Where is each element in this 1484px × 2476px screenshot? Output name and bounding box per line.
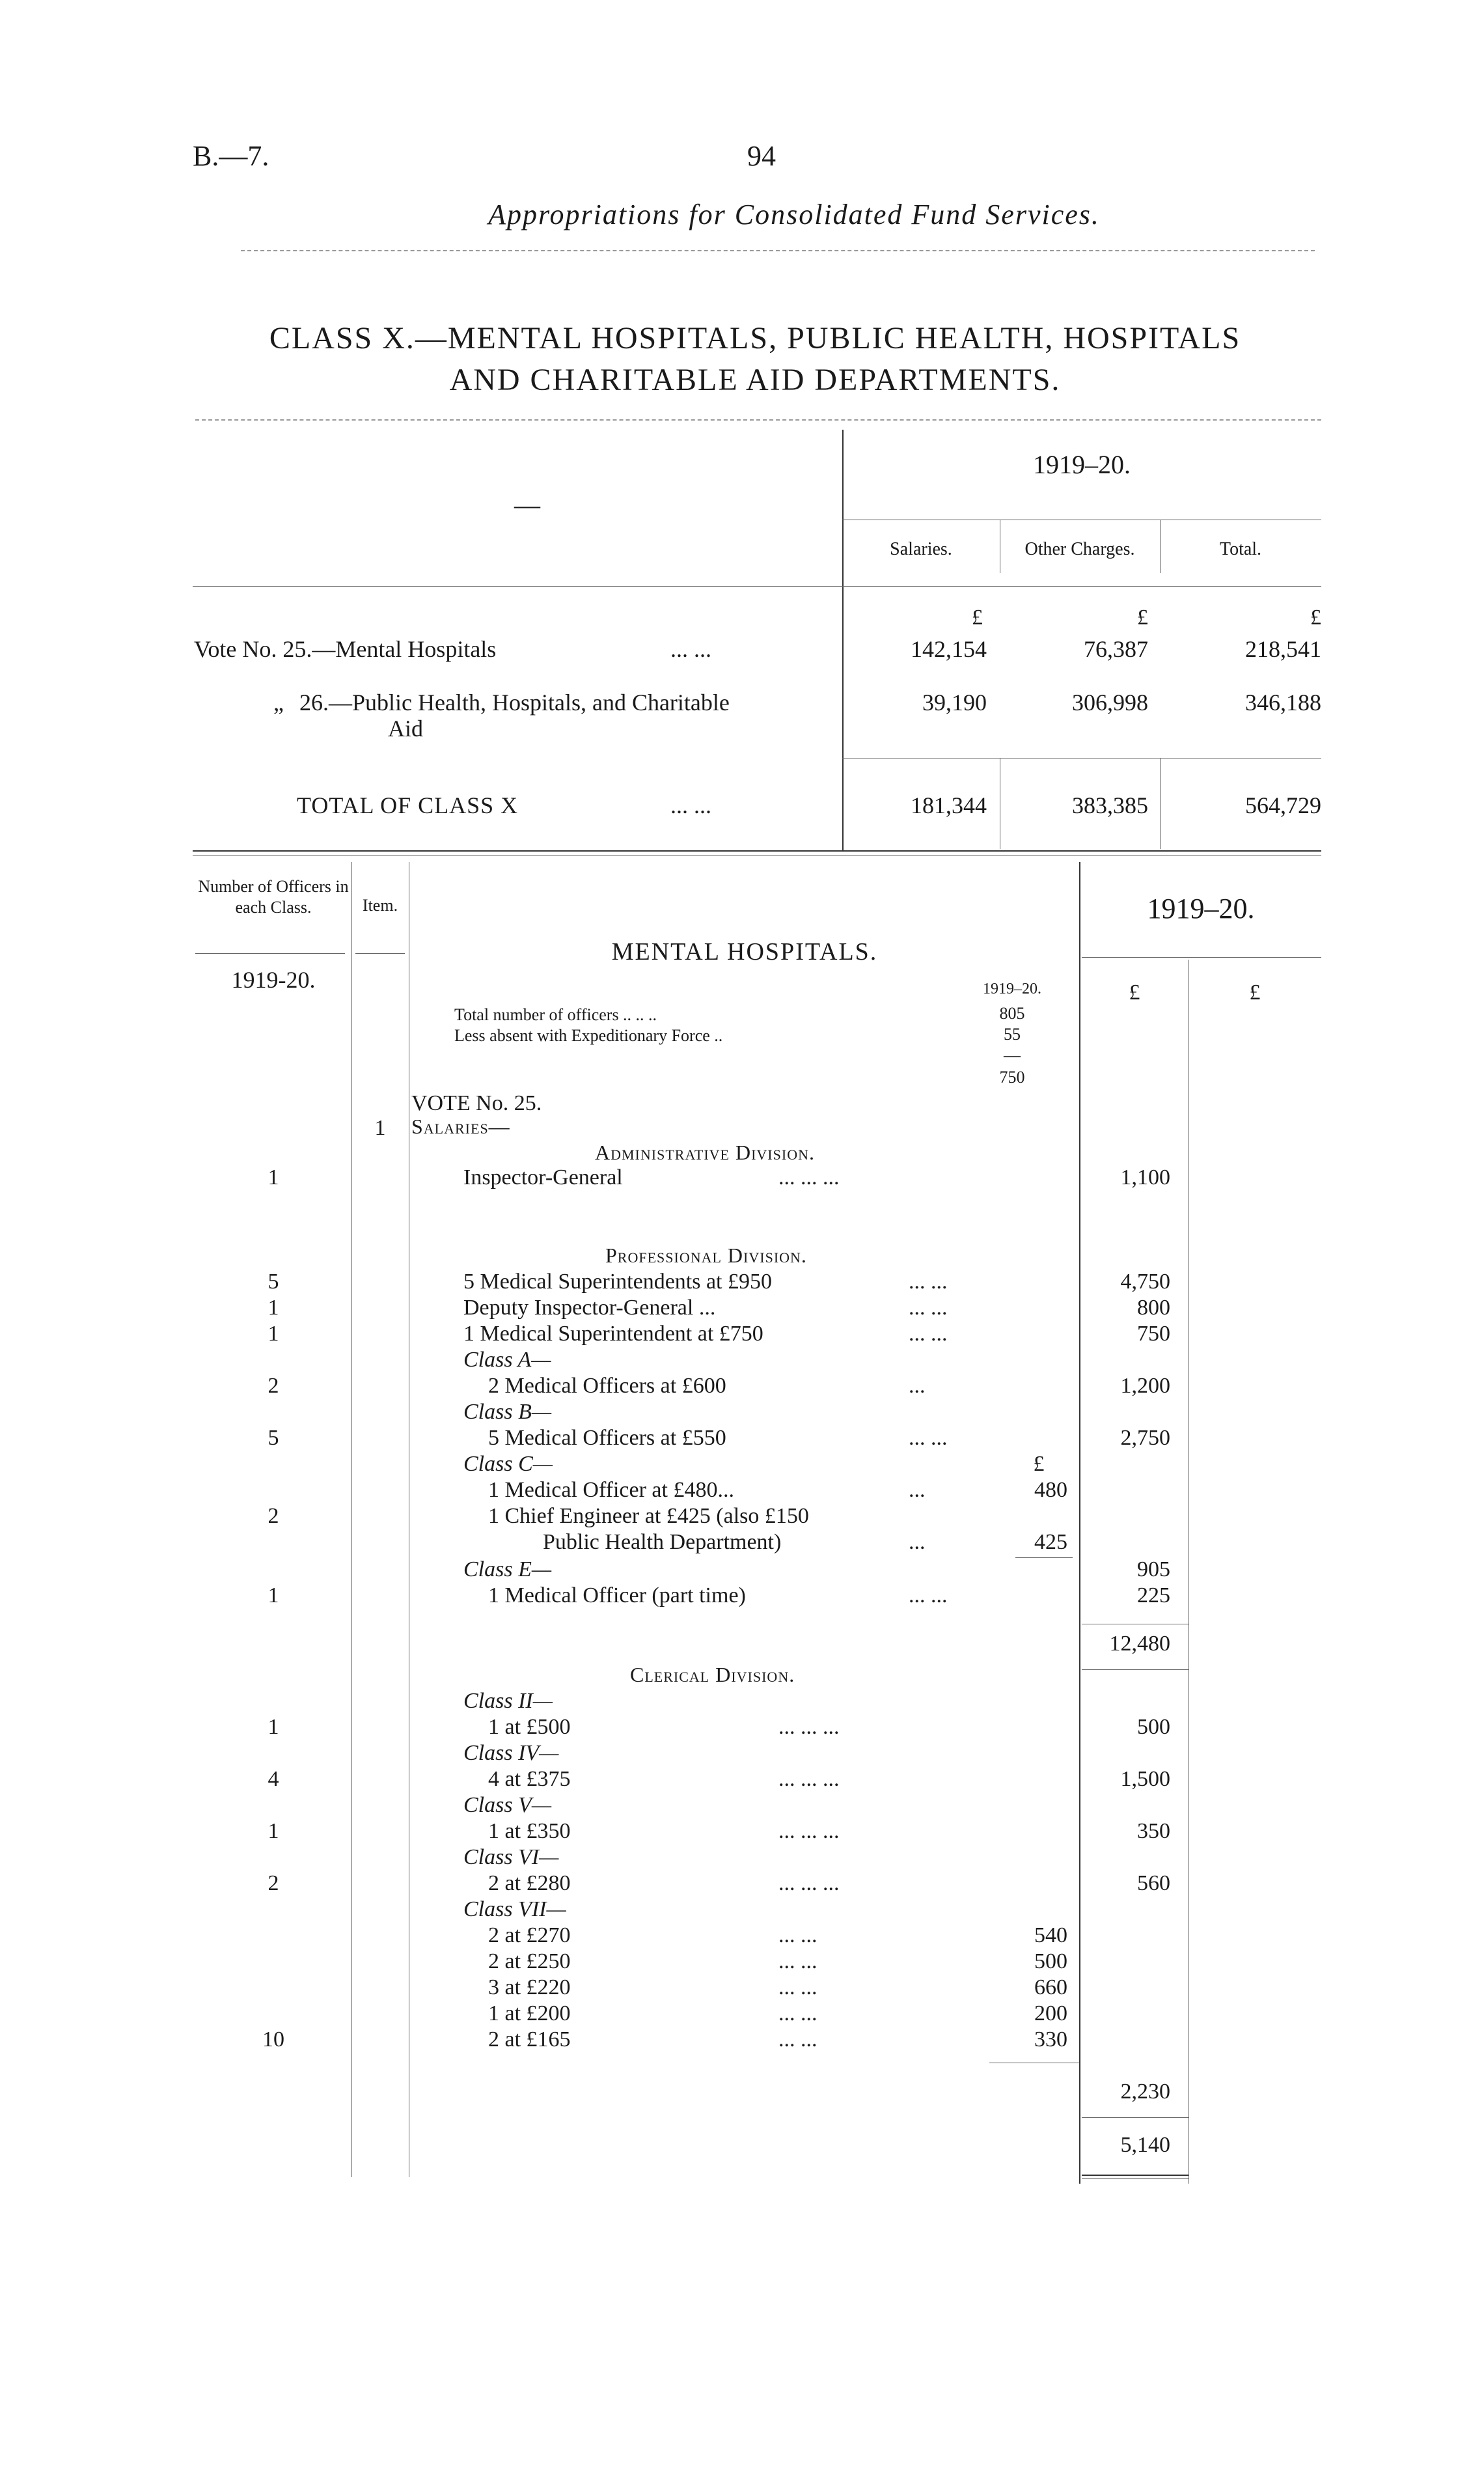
summary-col-salaries: Salaries. (890, 539, 952, 559)
admin-division-heading: Administrative Division. (595, 1141, 815, 1164)
row-amount: 560 (1137, 1871, 1170, 1895)
clerical-total-rule-bottom-2 (1082, 2178, 1189, 2179)
year-header-rule (1082, 957, 1321, 958)
row-label: 3 at £220 (488, 1975, 571, 1999)
officers-count-year: 1919–20. (983, 981, 1041, 997)
row-dots: ... ... (909, 1270, 948, 1294)
amount-pound-2: £ (1249, 981, 1261, 1005)
vote26-other: 306,998 (1072, 689, 1148, 716)
row-dots: ... ... (909, 1322, 948, 1346)
vote25-salaries: 142,154 (911, 636, 987, 662)
vote26-label2: Aid (388, 716, 423, 742)
page-subtitle: Appropriations for Consolidated Fund Services. (488, 199, 1100, 230)
vote26-label: 26.—Public Health, Hospitals, and Charitable (299, 689, 730, 716)
row-dots: ... ... (778, 1949, 818, 1973)
class-ii-heading: Class II— (463, 1689, 553, 1713)
total-class-label: TOTAL OF CLASS X (297, 792, 519, 818)
row-count: 5 (268, 1270, 279, 1294)
row-count: 2 (268, 1504, 279, 1528)
row-label: 1 Medical Officer (part time) (488, 1583, 746, 1607)
row-amount: 4,750 (1120, 1270, 1170, 1294)
total-class-salaries: 181,344 (911, 792, 987, 818)
row-count: 2 (268, 1374, 279, 1398)
row-label: 1 at £500 (488, 1715, 571, 1739)
class-v-heading: Class V— (463, 1793, 552, 1817)
officers-net-value: 750 (999, 1068, 1025, 1087)
page-ref: B.—7. (193, 140, 269, 172)
class-vii-heading: Class VII— (463, 1897, 566, 1921)
vote26-salaries: 39,190 (922, 689, 987, 716)
row-sub-amount: 480 (1034, 1478, 1067, 1502)
row-dots: ... ... (909, 1296, 948, 1320)
clerical-total-rule-top (1082, 2117, 1189, 2118)
row-count: 1 (268, 1819, 279, 1843)
row-label: 2 at £270 (488, 1923, 571, 1947)
class-vii-total: 2,230 (1120, 2080, 1170, 2104)
professional-total: 12,480 (1109, 1632, 1170, 1656)
row-dots: ... (909, 1530, 926, 1554)
row-dots: ... ... ... (778, 1715, 840, 1739)
row-amount: 350 (1137, 1819, 1170, 1843)
class-iv-heading: Class IV— (463, 1741, 559, 1765)
row-label2: Public Health Department) (543, 1530, 782, 1554)
row-dots: ... ... (909, 1426, 948, 1450)
class-c-subtotal-rule (1015, 1557, 1073, 1558)
item-number: 1 (374, 1116, 386, 1140)
page-number: 94 (747, 140, 776, 172)
row-sub-amount: 200 (1034, 2001, 1067, 2025)
row-amount: 800 (1137, 1296, 1170, 1320)
row-dots: ... ... ... (778, 1819, 840, 1843)
vote26-ditto: „ (273, 689, 284, 716)
professional-total-rule-bottom (1082, 1669, 1189, 1670)
row-sub-amount: 330 (1034, 2027, 1067, 2052)
row-label: 2 Medical Officers at £600 (488, 1374, 726, 1398)
summary-col-total: Total. (1219, 539, 1262, 559)
salaries-heading: Salaries— (411, 1115, 510, 1138)
row-dots: ... ... ... (778, 1871, 840, 1895)
officers-net-dash: — (1004, 1046, 1021, 1064)
detail-div-amount1 (1079, 862, 1080, 2184)
row-count: 5 (268, 1426, 279, 1450)
vote25-other: 76,387 (1084, 636, 1148, 662)
class-c-heading: Class C— (463, 1452, 553, 1476)
row-sub-amount: 500 (1034, 1949, 1067, 1973)
officers-total-label: Total number of officers .. .. .. (454, 1005, 657, 1024)
row-label: Deputy Inspector-General ... (463, 1296, 716, 1320)
row-count: 1 (268, 1715, 279, 1739)
summary-pound-1: £ (972, 605, 983, 630)
col-header-year: 1919–20. (1147, 893, 1255, 925)
row-amount: 1,500 (1120, 1767, 1170, 1791)
clerical-total: 5,140 (1120, 2133, 1170, 2157)
col-header-officers: Number of Officers in each Class. (198, 877, 349, 917)
row-dots: ... ... (778, 2027, 818, 2052)
class-a-heading: Class A— (463, 1348, 551, 1372)
row-count: 1 (268, 1165, 279, 1189)
row-label: 1 Medical Superintendent at £750 (463, 1322, 763, 1346)
summary-col-other: Other Charges. (1024, 539, 1135, 559)
row-count: 4 (268, 1767, 279, 1791)
row-dots: ... ... (909, 1583, 948, 1607)
row-sub-amount: 425 (1034, 1530, 1067, 1554)
vote-heading: VOTE No. 25. (411, 1091, 542, 1115)
clerical-division-heading: Clerical Division. (630, 1663, 795, 1686)
row-label: 1 Medical Officer at £480... (488, 1478, 734, 1502)
officers-less-label: Less absent with Expeditionary Force .. (454, 1026, 723, 1045)
row-amount: 225 (1137, 1583, 1170, 1607)
row-dots: ... ... ... (778, 1767, 840, 1791)
row-count: 10 (262, 2027, 284, 2052)
class-c-total: 905 (1137, 1557, 1170, 1581)
row-label: 5 Medical Superintendents at £950 (463, 1270, 773, 1294)
summary-year: 1919–20. (1033, 450, 1131, 479)
row-count: 1 (268, 1296, 279, 1320)
row-amount: 750 (1137, 1322, 1170, 1346)
summary-pound-3: £ (1310, 605, 1321, 630)
row-dots: ... (909, 1478, 926, 1502)
row-count: 1 (268, 1322, 279, 1346)
summary-bottom-rule-2 (193, 855, 1321, 856)
summary-stub-dash: — (514, 490, 540, 520)
vote25-label: Vote No. 25.—Mental Hospitals (194, 636, 497, 662)
class-e-heading: Class E— (463, 1557, 552, 1581)
row-amount: 2,750 (1120, 1426, 1170, 1450)
class-title-line2: AND CHARITABLE AID DEPARTMENTS. (449, 363, 1061, 397)
row-dots: ... ... (778, 1975, 818, 1999)
row-sub-amount: 540 (1034, 1923, 1067, 1947)
summary-header-rule (193, 586, 1321, 587)
row-label: 4 at £375 (488, 1767, 571, 1791)
row-amount: 500 (1137, 1715, 1170, 1739)
section-title: MENTAL HOSPITALS. (611, 938, 878, 966)
row-dots: ... ... (778, 1923, 818, 1947)
clerical-total-rule-bottom (1082, 2175, 1189, 2176)
row-count: 1 (268, 1583, 279, 1607)
vote25-total: 218,541 (1245, 636, 1321, 662)
summary-bottom-rule-1 (193, 850, 1321, 852)
row-amount: 1,100 (1120, 1165, 1170, 1189)
item-header-rule (355, 953, 405, 954)
vote25-dots: ... ... (670, 636, 711, 662)
officers-less-value: 55 (1004, 1025, 1021, 1044)
detail-div-officers (351, 862, 352, 2177)
class-c-pound: £ (1033, 1452, 1045, 1476)
row-label: 2 at £280 (488, 1871, 571, 1895)
row-label: 5 Medical Officers at £550 (488, 1426, 726, 1450)
row-dots: ... ... ... (778, 1165, 840, 1189)
class-title-rule (195, 419, 1321, 421)
total-class-total: 564,729 (1245, 792, 1321, 818)
summary-divider-main (842, 430, 844, 852)
row-label: 2 at £250 (488, 1949, 571, 1973)
total-class-dots: ... ... (670, 792, 711, 818)
row-dots: ... ... (778, 2001, 818, 2025)
header-rule (241, 250, 1315, 251)
class-vi-heading: Class VI— (463, 1845, 559, 1869)
row-label: 1 at £200 (488, 2001, 571, 2025)
summary-pound-2: £ (1137, 605, 1148, 630)
col-header-item: Item. (362, 896, 398, 915)
officers-year: 1919-20. (231, 967, 316, 993)
row-label: Inspector-General (463, 1165, 623, 1189)
row-count: 2 (268, 1871, 279, 1895)
vote26-total: 346,188 (1245, 689, 1321, 716)
total-class-other: 383,385 (1072, 792, 1148, 818)
officers-header-rule (195, 953, 345, 954)
row-label: 2 at £165 (488, 2027, 571, 2052)
officers-total-value: 805 (999, 1004, 1025, 1023)
row-label: 1 Chief Engineer at £425 (also £150 (488, 1504, 809, 1528)
row-label: 1 at £350 (488, 1819, 571, 1843)
row-amount: 1,200 (1120, 1374, 1170, 1398)
professional-division-heading: Professional Division. (605, 1244, 807, 1267)
row-sub-amount: 660 (1034, 1975, 1067, 1999)
class-b-heading: Class B— (463, 1400, 552, 1424)
summary-total-div-2 (1160, 758, 1161, 849)
row-dots: ... (909, 1374, 926, 1398)
class-title-line1: CLASS X.—MENTAL HOSPITALS, PUBLIC HEALTH, HOSPITALS (269, 321, 1241, 355)
amount-pound-1: £ (1129, 981, 1140, 1005)
